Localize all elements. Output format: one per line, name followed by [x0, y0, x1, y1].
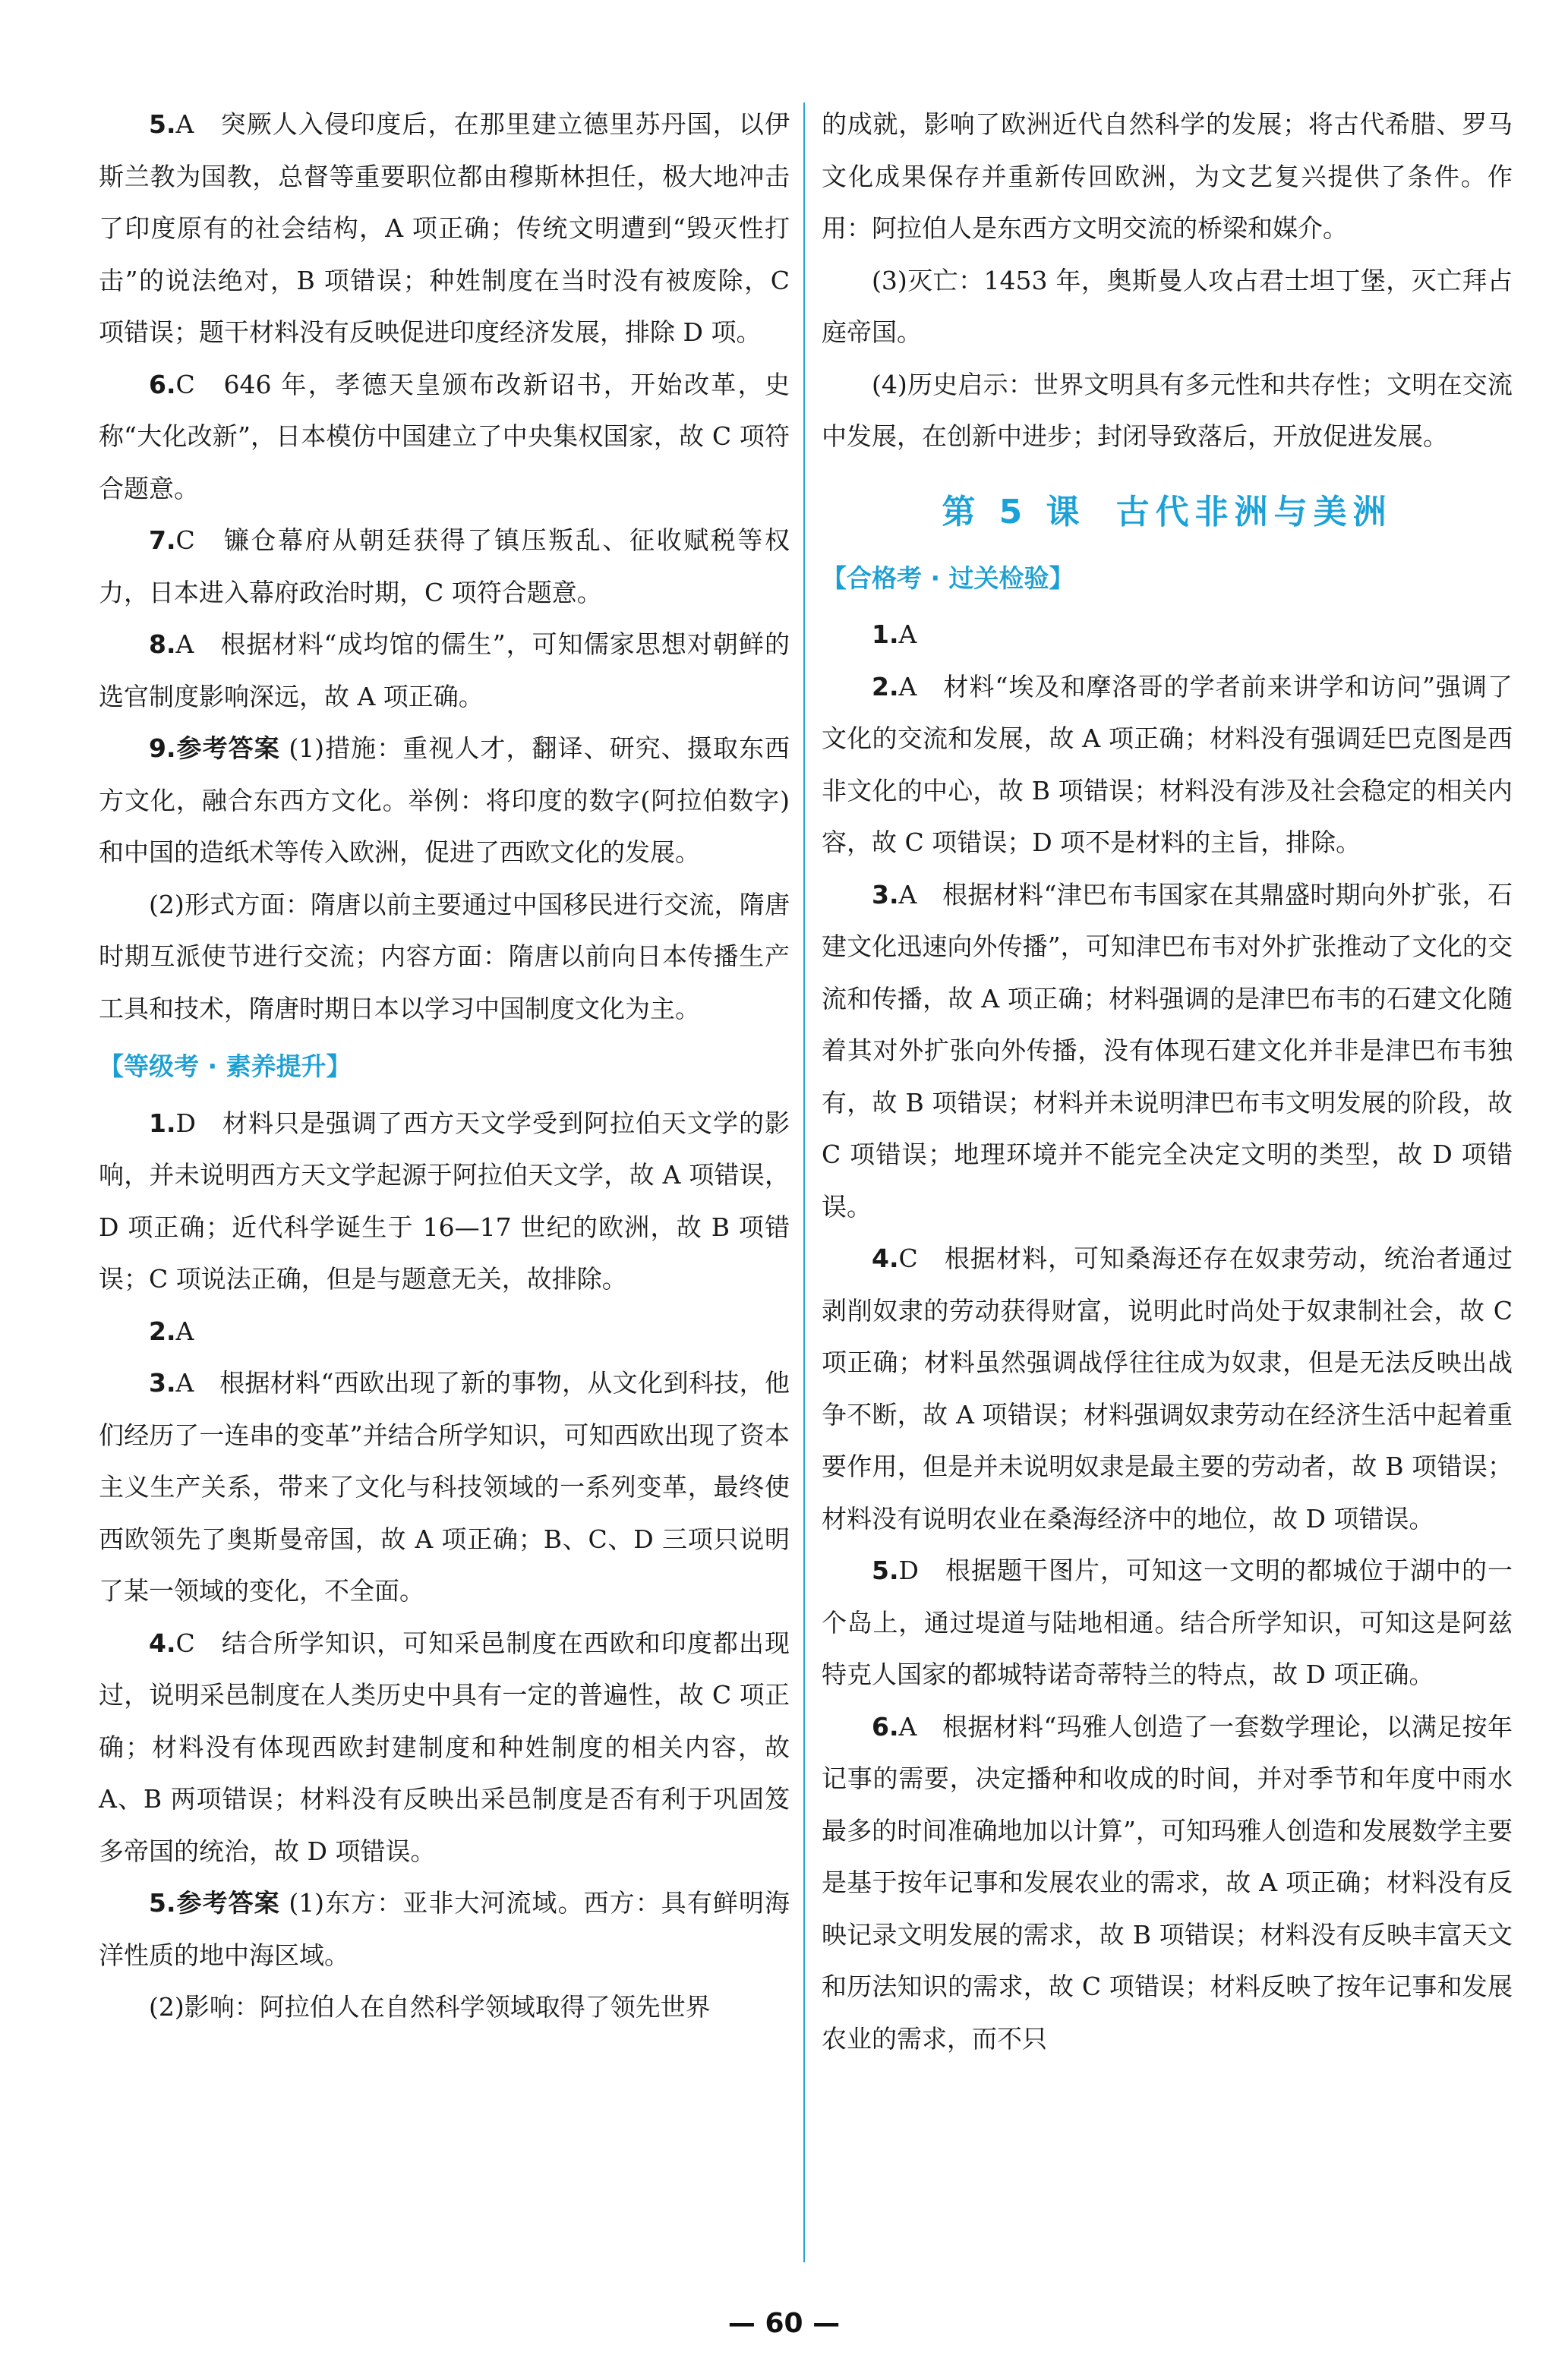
answer-9: 9.参考答案 (1)措施：重视人才，翻译、研究、摄取东西方文化，融合东西方文化。举例：将印度的数字(阿拉伯数字)和中国的造纸术等传入欧洲，促进了西欧文化的发展。 — [99, 733, 790, 867]
lesson-number: 第 5 课 — [942, 492, 1086, 531]
left-column — [99, 99, 790, 2034]
basic-answer-6: 6.A 根据材料“玛雅人创造了一套数学理论，以满足按年记事的需要，决定播种和收成的时间，并对季节和年度中雨水最多的时间准确地加以计算”，可知玛雅人创造和发展数学主要是基于按年记事和发展农业的需求，故 A 项正确；材料没有反映记录文明发展的需求，故 B 项错误；材料没有反映丰富天文和历法知识的需求，故 C 项错误；材料反映了按年记事和发展农业的需求，而不只 — [822, 1711, 1513, 2054]
advanced-answer-4: 4.C 结合所学知识，可知采邑制度在西欧和印度都出现过，说明采邑制度在人类历史中具有一定的普遍性，故 C 项正确；材料没有体现西欧封建制度和种姓制度的相关内容，故 A、B 两项错误；材料没有反映出采邑制度是否有利于巩固笈多帝国的统治，故 D 项错误。 — [99, 1628, 790, 1866]
basic-answer-4: 4.C 根据材料，可知桑海还存在奴隶劳动，统治者通过剥削奴隶的劳动获得财富，说明此时尚处于奴隶制社会，故 C 项正确；材料虽然强调战俘往往成为奴隶，但是无法反映出战争不断，故 A 项错误；材料强调奴隶劳动在经济生活中起着重要作用，但是并未说明奴隶是最主要的劳动者，故 B 项错误；材料没有说明农业在桑海经济中的地位，故 D 项错误。 — [822, 1244, 1513, 1534]
page-number: — 60 — — [727, 2308, 841, 2339]
advanced-answer-5-continued: 的成就，影响了欧洲近代自然科学的发展；将古代希腊、罗马文化成果保存并重新传回欧洲，为文艺复兴提供了条件。作用：阿拉伯人是东西方文明交流的桥梁和媒介。 — [822, 109, 1513, 243]
advanced-answer-5-part4: (4)历史启示：世界文明具有多元性和共存性；文明在交流中发展，在创新中进步；封闭导致落后，开放促进发展。 — [822, 369, 1513, 451]
advanced-answer-5: 5.参考答案 (1)东方：亚非大河流域。西方：具有鲜明海洋性质的地中海区域。 — [99, 1888, 790, 1970]
advanced-answer-5-part2: (2)影响：阿拉伯人在自然科学领域取得了领先世界 — [149, 1992, 711, 2022]
advanced-answer-5-part3: (3)灭亡：1453 年，奥斯曼人攻占君士坦丁堡，灭亡拜占庭帝国。 — [822, 265, 1513, 347]
answer-5: 5.A 突厥人入侵印度后，在那里建立德里苏丹国，以伊斯兰教为国教，总督等重要职位都由穆斯林担任，极大地冲击了印度原有的社会结构，A 项正确；传统文明遭到“毁灭性打击”的说法绝对，B 项错误；种姓制度在当时没有被废除，C 项错误；题干材料没有反映促进印度经济发展，排除 D 项。 — [99, 109, 790, 347]
basic-answer-2: 2.A 材料“埃及和摩洛哥的学者前来讲学和访问”强调了文化的交流和发展，故 A 项正确；材料没有强调廷巴克图是西非文化的中心，故 B 项错误；材料没有涉及社会稳定的相关内容，故 C 项错误；D 项不是材料的主旨，排除。 — [822, 671, 1513, 857]
answer-7: 7.C 镰仓幕府从朝廷获得了镇压叛乱、征收赋税等权力，日本进入幕府政治时期，C 项符合题意。 — [99, 525, 790, 607]
basic-answer-3: 3.A 根据材料“津巴布韦国家在其鼎盛时期向外扩张，石建文化迅速向外传播”，可知津巴布韦对外扩张推动了文化的交流和传播，故 A 项正确；材料强调的是津巴布韦的石建文化随着其对外扩张向外传播，没有体现石建文化并非是津巴布韦独有，故 B 项错误；材料并未说明津巴布韦文明发展的阶段，故 C 项错误；地理环境并不能完全决定文明的类型，故 D 项错误。 — [822, 879, 1513, 1222]
basic-answer-5: 5.D 根据题干图片，可知这一文明的都城位于湖中的一个岛上，通过堤道与陆地相通。结合所学知识，可知这是阿兹特克人国家的都城特诺奇蒂特兰的特点，故 D 项正确。 — [822, 1556, 1513, 1689]
answer-9-part2: (2)形式方面：隋唐以前主要通过中国移民进行交流，隋唐时期互派使节进行交流；内容方面：隋唐以前向日本传播生产工具和技术，隋唐时期日本以学习中国制度文化为主。 — [99, 889, 790, 1023]
answer-8: 8.A 根据材料“成均馆的儒生”，可知儒家思想对朝鲜的选官制度影响深远，故 A 项正确。 — [99, 629, 790, 711]
advanced-answer-3: 3.A 根据材料“西欧出现了新的事物，从文化到科技，他们经历了一连串的变革”并结合所学知识，可知西欧出现了资本主义生产关系，带来了文化与科技领域的一系列变革，最终使西欧领先了奥斯曼帝国，故 A 项正确；B、C、D 三项只说明了某一领域的变化，不全面。 — [99, 1368, 790, 1606]
section-heading-advanced: 【等级考 · 素养提升】 — [99, 1051, 352, 1081]
right-column — [822, 99, 1513, 2065]
answer-6: 6.C 646 年，孝德天皇颁布改新诏书，开始改革，史称“大化改新”，日本模仿中国建立了中央集权国家，故 C 项符合题意。 — [99, 369, 790, 503]
basic-answer-1: 1.A — [872, 619, 917, 649]
lesson-name: 古代非洲与美洲 — [1115, 492, 1393, 531]
advanced-answer-2: 2.A — [149, 1316, 194, 1346]
section-heading-basic: 【合格考 · 过关检验】 — [822, 563, 1074, 593]
column-divider — [803, 102, 805, 2262]
lesson-title — [822, 486, 1513, 539]
advanced-answer-1: 1.D 材料只是强调了西方天文学受到阿拉伯天文学的影响，并未说明西方天文学起源于阿拉伯天文学，故 A 项错误，D 项正确；近代科学诞生于 16—17 世纪的欧洲，故 B 项错误；C 项说法正确，但是与题意无关，故排除。 — [99, 1108, 790, 1294]
